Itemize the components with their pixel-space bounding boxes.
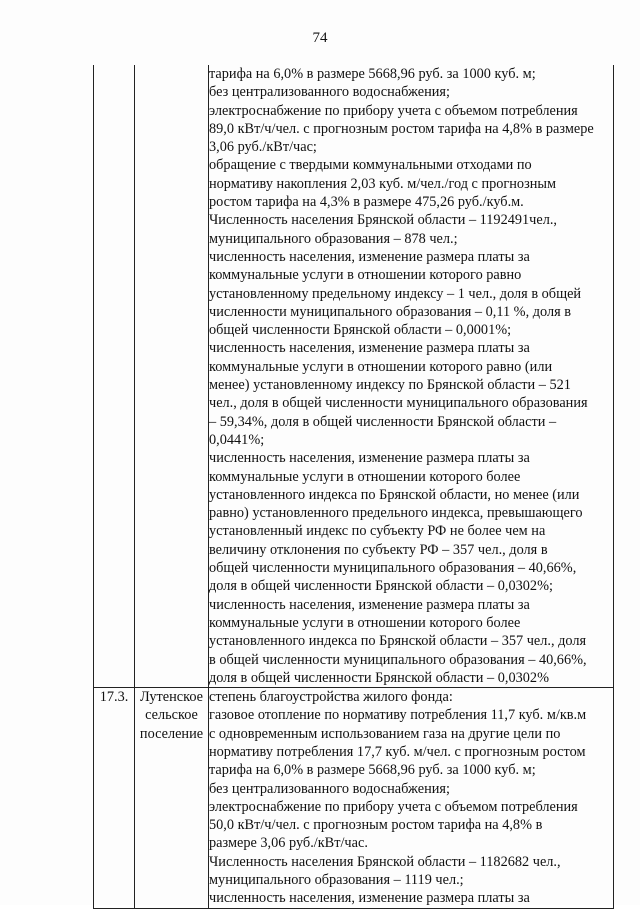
text-line: равно) установленного предельного индекса, превышающего (209, 505, 583, 522)
text-line: установленного индекса по Брянской области – 357 чел., доля (209, 633, 587, 650)
text-line: без централизованного водоснабжения; (209, 84, 450, 101)
text-line: ростом тарифа на 4,3% в размере 475,26 руб./куб.м. (209, 194, 524, 211)
text-line: величину отклонения по субъекту РФ – 357 чел., доля в (209, 541, 548, 558)
text-line: коммунальные услуги в отношении которого равно (или (209, 358, 553, 375)
text-line: 3,06 руб./кВт/час; (209, 139, 317, 156)
row-number-cell: 17.3. (94, 688, 135, 909)
text-line: установленный индекс по субъекту РФ не более чем на (209, 523, 546, 540)
text-line: муниципального образования – 1119 чел.; (209, 872, 464, 889)
text-line: Численность населения Брянской области – 1182682 чел., (209, 853, 561, 870)
text-line: установленного индекса по Брянской области, но менее (или (209, 486, 580, 503)
text-line: 50,0 кВт/ч/чел. с прогнозным ростом тарифа на 4,8% в (209, 817, 543, 834)
text-line: общей численности Брянской области – 0,0001%; (209, 322, 512, 339)
text-line: менее) установленному индексу по Брянской области – 521 (209, 377, 571, 394)
text-line: коммунальные услуги в отношении которого равно (209, 267, 522, 284)
text-line: коммунальные услуги в отношении которого более (209, 468, 521, 485)
text-line: численность населения, изменение размера платы за (209, 340, 530, 357)
text-line: численность населения, изменение размера платы за (209, 890, 530, 907)
description-cell (209, 65, 614, 688)
text-line: без централизованного водоснабжения; (209, 780, 450, 797)
table-row (94, 65, 614, 688)
text-line: размере 3,06 руб./кВт/час. (209, 835, 368, 852)
text-line: тарифа на 6,0% в размере 5668,96 руб. за 1000 куб. м; (209, 66, 536, 82)
text-line: численность населения, изменение размера платы за (209, 248, 530, 265)
text-line: чел., доля в общей численности муниципального образования (209, 395, 588, 412)
page-number: 74 (312, 30, 328, 46)
text-line: нормативу накопления 2,03 куб. м/чел./год с прогнозным (209, 175, 557, 192)
settlement-name-cell (135, 65, 209, 688)
text-line: установленному предельному индексу – 1 чел., доля в общей (209, 285, 582, 302)
text-line: численности муниципального образования – 0,11 %, доля в (209, 303, 572, 320)
tariff-table (93, 65, 614, 909)
text-line: электроснабжение по прибору учета с объемом потребления (209, 798, 578, 815)
text-line: степень благоустройства жилого фонда: (209, 689, 453, 706)
text-line: численность населения, изменение размера платы за (209, 450, 530, 467)
text-line: нормативу потребления 17,7 куб. м/чел. с прогнозным ростом (209, 743, 586, 760)
text-line: численность населения, изменение размера платы за (209, 596, 530, 613)
text-line: тарифа на 6,0% в размере 5668,96 руб. за 1000 куб. м; (209, 762, 536, 779)
settlement-name-line: сельское (145, 707, 198, 724)
text-line: доля в общей численности Брянской области – 0,0302% (209, 669, 549, 686)
settlement-name-cell (135, 688, 209, 909)
table-row (94, 688, 614, 909)
text-line: электроснабжение по прибору учета с объемом потребления (209, 102, 578, 119)
text-line: коммунальные услуги в отношении которого более (209, 614, 521, 631)
settlement-name-line: поселение (139, 725, 204, 742)
text-line: – 59,34%, доля в общей численности Брянской области – (209, 413, 557, 430)
text-line: с одновременным использованием газа на другие цели по (209, 725, 561, 742)
text-line: Численность населения Брянской области – 1192491чел., (209, 212, 557, 229)
text-line: общей численности муниципального образования – 40,66%, (209, 560, 577, 577)
text-line: 89,0 кВт/ч/чел. с прогнозным ростом тарифа на 4,8% в размере (209, 120, 594, 137)
text-line: муниципального образования – 878 чел.; (209, 230, 458, 247)
description-cell (209, 688, 614, 909)
settlement-name-line: Лутенское (140, 689, 203, 706)
text-line: газовое отопление по нормативу потребления 11,7 куб. м/кв.м (209, 707, 587, 724)
text-line: в общей численности муниципального образования – 40,66%, (209, 651, 587, 668)
text-line: доля в общей численности Брянской области – 0,0302%; (209, 578, 553, 595)
row-number-cell (94, 65, 135, 688)
text-line: обращение с твердыми коммунальными отходами по (209, 157, 532, 174)
text-line: 0,0441%; (209, 431, 265, 448)
